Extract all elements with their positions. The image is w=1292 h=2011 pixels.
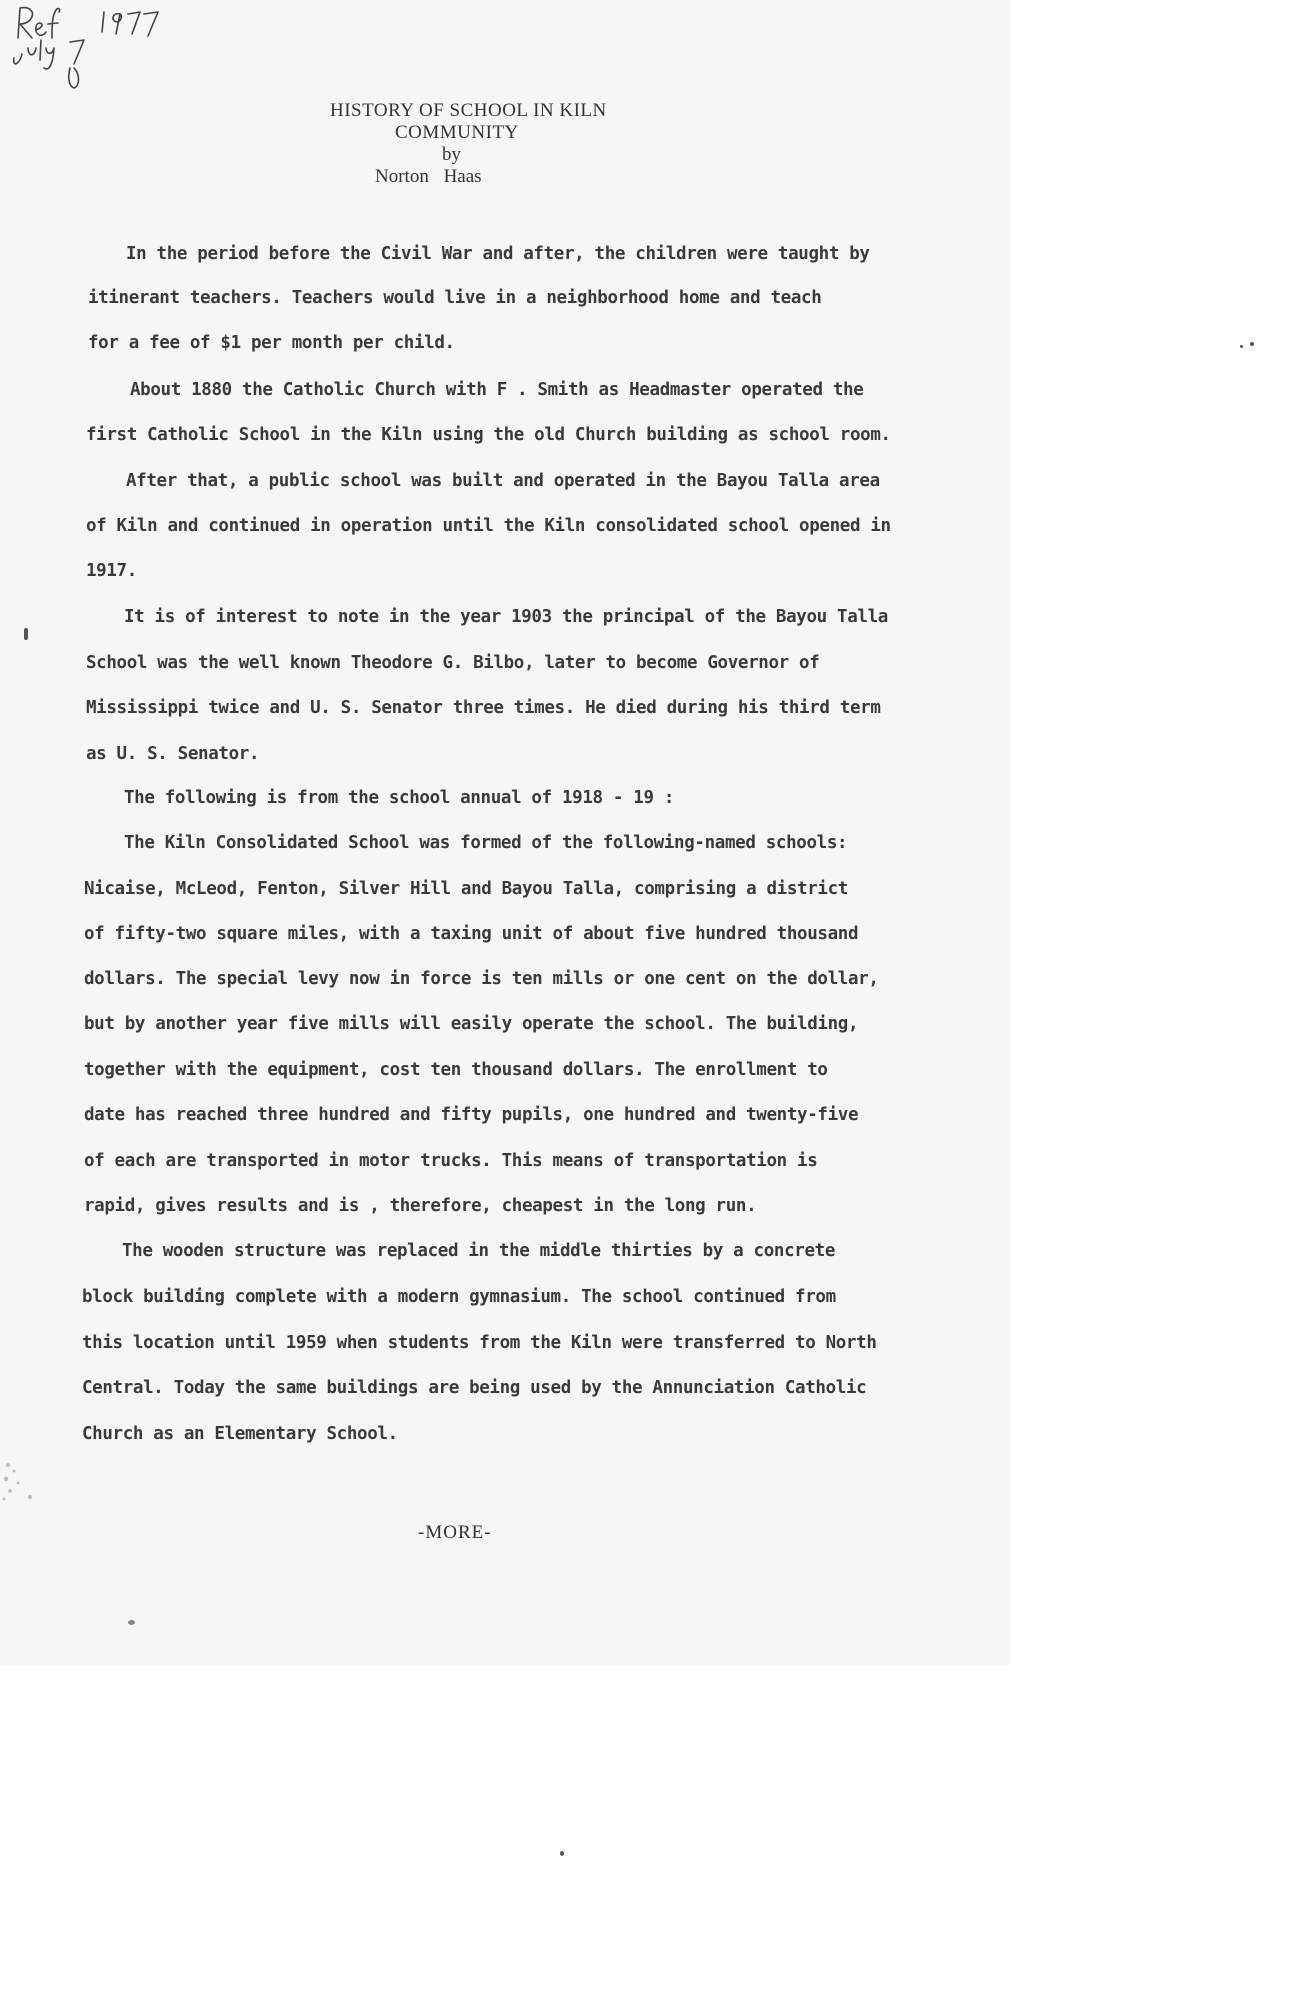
body-line: About 1880 the Catholic Church with F . Smith as Headmaster operated the (130, 380, 864, 400)
title-block (290, 100, 690, 188)
continued-marker: -MORE- (418, 1522, 492, 1543)
handwritten-note (8, 2, 183, 92)
scan-speck (128, 1620, 135, 1625)
body-line: rapid, gives results and is , therefore, cheapest in the long run. (84, 1196, 757, 1216)
body-line: itinerant teachers. Teachers would live in a neighborhood home and teach (88, 288, 822, 308)
body-line: It is of interest to note in the year 1903 the principal of the Bayou Talla (124, 607, 888, 627)
body-line: but by another year five mills will easily operate the school. The building, (84, 1014, 859, 1034)
body-line: Mississippi twice and U. S. Senator three times. He died during his third term (86, 698, 881, 718)
body-line: first Catholic School in the Kiln using the old Church building as school room. (86, 425, 891, 445)
body-line: Central. Today the same buildings are being used by the Annunciation Catholic (82, 1378, 867, 1398)
body-line: Nicaise, McLeod, Fenton, Silver Hill and Bayou Talla, comprising a district (84, 879, 848, 899)
body-line: block building complete with a modern gymnasium. The school continued from (82, 1287, 836, 1307)
body-line: this location until 1959 when students from the Kiln were transferred to North (82, 1333, 877, 1353)
byline-by: by (442, 144, 461, 165)
document-title-continued: COMMUNITY (395, 122, 519, 143)
body-line: After that, a public school was built and operated in the Bayou Talla area (126, 471, 880, 491)
body-line: of each are transported in motor trucks. This means of transportation is (84, 1151, 818, 1171)
scan-smudge (0, 1455, 40, 1515)
body-line: as U. S. Senator. (86, 744, 260, 764)
body-line: In the period before the Civil War and after, the children were taught by (126, 244, 870, 264)
body-line: The wooden structure was replaced in the middle thirties by a concrete (122, 1241, 836, 1261)
body-line: of Kiln and continued in operation until the Kiln consolidated school opened in (86, 516, 891, 536)
body-line: Church as an Elementary School. (82, 1424, 398, 1444)
body-line: 1917. (86, 561, 137, 581)
body-line: The Kiln Consolidated School was formed of the following-named schools: (124, 833, 848, 853)
scan-speck (560, 1851, 564, 1856)
body-line: School was the well known Theodore G. Bilbo, later to become Governor of (86, 653, 820, 673)
body-line: The following is from the school annual of 1918 - 19 : (124, 788, 675, 808)
scan-speck (1250, 342, 1254, 346)
scan-speck (1240, 345, 1243, 348)
scan-speck (24, 628, 28, 640)
body-line: of fifty-two square miles, with a taxing unit of about five hundred thousand (84, 924, 859, 944)
document-title: HISTORY OF SCHOOL IN KILN (330, 100, 607, 121)
body-line: together with the equipment, cost ten thousand dollars. The enrollment to (84, 1060, 828, 1080)
byline-author: Norton Haas (375, 166, 482, 187)
body-line: for a fee of $1 per month per child. (88, 333, 455, 353)
body-line: date has reached three hundred and fifty pupils, one hundred and twenty-five (84, 1105, 859, 1125)
body-line: dollars. The special levy now in force is ten mills or one cent on the dollar, (84, 969, 879, 989)
